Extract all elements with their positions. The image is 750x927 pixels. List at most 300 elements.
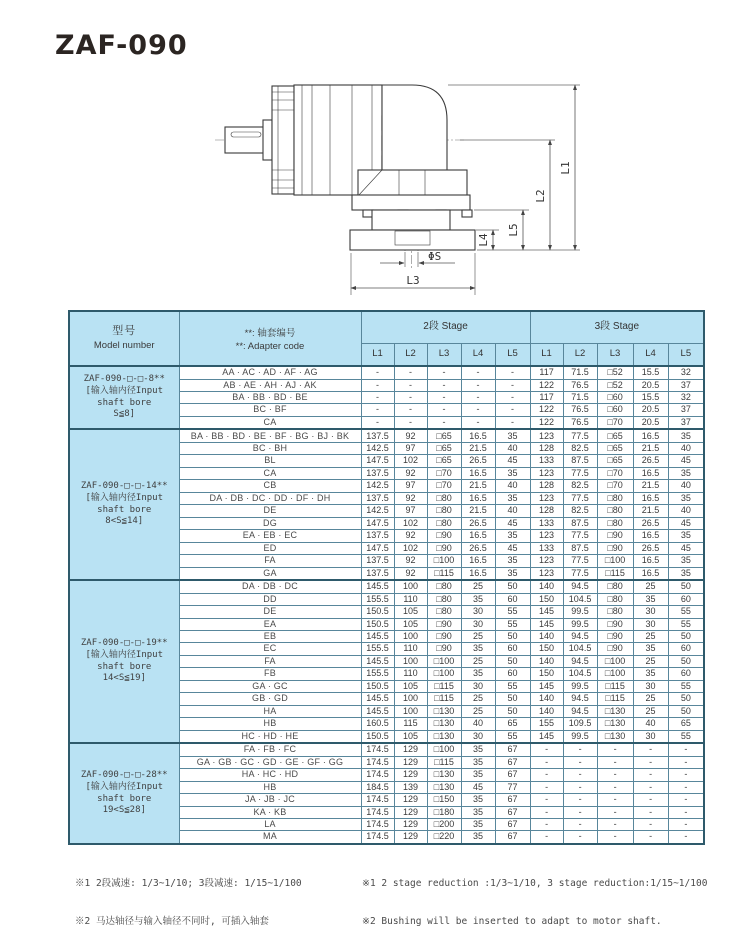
- dim-value-cell: 30: [633, 680, 668, 692]
- dim-value-cell: 35: [495, 555, 530, 567]
- adapter-code-cell: EC: [179, 643, 361, 655]
- dim-value-cell: 142.5: [361, 505, 394, 517]
- model-group-cell: ZAF-090-□-□-8** [输入轴内径Input shaft bore S≦8]: [69, 366, 179, 429]
- dim-value-cell: 94.5: [563, 655, 597, 667]
- dim-value-cell: 67: [495, 769, 530, 781]
- dim-value-cell: 71.5: [563, 366, 597, 379]
- dim-value-cell: 105: [394, 730, 427, 743]
- dim-value-cell: 145.5: [361, 655, 394, 667]
- dim-value-cell: 67: [495, 818, 530, 830]
- dim-value-cell: -: [563, 794, 597, 806]
- adapter-code-cell: DE: [179, 505, 361, 517]
- dim-value-cell: 35: [495, 530, 530, 542]
- dim-value-cell: -: [394, 392, 427, 404]
- dim-value-cell: 35: [495, 567, 530, 580]
- adapter-code-cell: GA · GB · GC · GD · GE · GF · GG: [179, 756, 361, 768]
- dim-value-cell: -: [394, 379, 427, 391]
- adapter-code-cell: ED: [179, 542, 361, 554]
- dim-value-cell: 16.5: [461, 530, 495, 542]
- adapter-code-cell: DE: [179, 606, 361, 618]
- dimension-l1: [559, 85, 575, 250]
- dim-value-cell: 67: [495, 756, 530, 768]
- dim-value-cell: 60: [668, 668, 704, 680]
- dim-value-cell: □180: [427, 806, 461, 818]
- dim-value-cell: 26.5: [461, 542, 495, 554]
- dim-value-cell: 16.5: [461, 429, 495, 442]
- footnote-en-1: ※1 2 stage reduction :1/3~1/10, 3 stage reduction:1/15~1/100: [362, 877, 708, 889]
- dim-value-cell: -: [563, 818, 597, 830]
- dim-value-cell: -: [461, 404, 495, 416]
- dim-value-cell: 129: [394, 769, 427, 781]
- dim-value-cell: 104.5: [563, 643, 597, 655]
- header-dim-stage2-l1: L1: [361, 343, 394, 366]
- dim-value-cell: 110: [394, 668, 427, 680]
- dim-value-cell: □115: [427, 567, 461, 580]
- dim-value-cell: 16.5: [633, 530, 668, 542]
- dim-value-cell: 100: [394, 705, 427, 717]
- dim-value-cell: 35: [461, 818, 495, 830]
- dim-value-cell: 145: [530, 680, 563, 692]
- dim-value-cell: 150.5: [361, 618, 394, 630]
- dim-value-cell: □130: [597, 718, 633, 730]
- dim-value-cell: □115: [427, 693, 461, 705]
- dim-value-cell: 35: [461, 756, 495, 768]
- dim-value-cell: 50: [495, 705, 530, 717]
- dim-value-cell: 55: [495, 618, 530, 630]
- dim-value-cell: 77.5: [563, 567, 597, 580]
- dim-value-cell: 82.5: [563, 443, 597, 455]
- dim-value-cell: 155.5: [361, 643, 394, 655]
- dim-value-cell: □130: [427, 769, 461, 781]
- dim-value-cell: 100: [394, 693, 427, 705]
- dim-value-cell: □100: [427, 555, 461, 567]
- header-dim-stage2-l5: L5: [495, 343, 530, 366]
- dim-value-cell: 155.5: [361, 593, 394, 605]
- adapter-code-cell: HB: [179, 718, 361, 730]
- dim-value-cell: 174.5: [361, 794, 394, 806]
- dim-value-cell: 76.5: [563, 379, 597, 391]
- dim-value-cell: 92: [394, 429, 427, 442]
- dim-value-cell: -: [530, 831, 563, 844]
- dim-value-cell: 145.5: [361, 580, 394, 593]
- dim-value-cell: 82.5: [563, 480, 597, 492]
- dim-value-cell: 137.5: [361, 567, 394, 580]
- dim-value-cell: 16.5: [461, 555, 495, 567]
- dim-value-cell: □115: [427, 756, 461, 768]
- dim-value-cell: 115: [394, 718, 427, 730]
- dim-value-cell: 105: [394, 606, 427, 618]
- dim-value-cell: -: [597, 781, 633, 793]
- dim-value-cell: 21.5: [633, 480, 668, 492]
- dim-value-cell: 30: [461, 730, 495, 743]
- output-shaft: [225, 120, 272, 160]
- dim-value-cell: □65: [597, 443, 633, 455]
- dim-value-cell: 110: [394, 593, 427, 605]
- dim-value-cell: 99.5: [563, 606, 597, 618]
- dim-value-cell: 129: [394, 831, 427, 844]
- dim-value-cell: 117: [530, 392, 563, 404]
- adapter-code-cell: BA · BB · BD · BE: [179, 392, 361, 404]
- adapter-code-cell: AA · AC · AD · AF · AG: [179, 366, 361, 379]
- dim-value-cell: 35: [495, 492, 530, 504]
- dim-value-cell: 92: [394, 567, 427, 580]
- dim-value-cell: 45: [668, 455, 704, 467]
- dim-value-cell: 100: [394, 655, 427, 667]
- header-adapter: [179, 311, 361, 366]
- dim-value-cell: 35: [461, 831, 495, 844]
- dim-value-cell: □100: [597, 655, 633, 667]
- dim-value-cell: 94.5: [563, 693, 597, 705]
- dim-value-cell: -: [530, 794, 563, 806]
- dim-value-cell: 25: [633, 655, 668, 667]
- dim-value-cell: 94.5: [563, 705, 597, 717]
- dim-value-cell: □130: [427, 730, 461, 743]
- dim-value-cell: 82.5: [563, 505, 597, 517]
- dim-value-cell: -: [361, 404, 394, 416]
- dim-value-cell: 45: [495, 517, 530, 529]
- dim-value-cell: 55: [668, 606, 704, 618]
- dim-value-cell: 25: [461, 630, 495, 642]
- dim-value-cell: 45: [461, 781, 495, 793]
- dim-value-cell: 102: [394, 455, 427, 467]
- dim-value-cell: □220: [427, 831, 461, 844]
- dim-value-cell: -: [427, 416, 461, 429]
- dim-value-cell: □100: [427, 655, 461, 667]
- dim-value-cell: 150: [530, 668, 563, 680]
- header-model: [69, 311, 179, 366]
- dim-value-cell: 60: [495, 668, 530, 680]
- dim-value-cell: 140: [530, 655, 563, 667]
- dim-value-cell: 40: [668, 505, 704, 517]
- dim-value-cell: 50: [495, 580, 530, 593]
- dim-value-cell: 35: [668, 555, 704, 567]
- dim-value-cell: 67: [495, 806, 530, 818]
- adapter-code-cell: AB · AE · AH · AJ · AK: [179, 379, 361, 391]
- dim-value-cell: -: [361, 392, 394, 404]
- dim-value-cell: 30: [461, 680, 495, 692]
- dim-value-cell: 137.5: [361, 555, 394, 567]
- dim-value-cell: -: [633, 831, 668, 844]
- dim-value-cell: 35: [461, 806, 495, 818]
- adapter-code-cell: CB: [179, 480, 361, 492]
- dim-value-cell: 35: [668, 492, 704, 504]
- dim-value-cell: 35: [461, 743, 495, 756]
- dim-value-cell: -: [563, 831, 597, 844]
- dim-value-cell: -: [530, 769, 563, 781]
- dim-value-cell: 129: [394, 743, 427, 756]
- dim-label-phis: ΦS: [428, 250, 442, 263]
- footnotes-chinese: [75, 852, 302, 927]
- dim-value-cell: 35: [461, 668, 495, 680]
- dim-value-cell: 65: [495, 718, 530, 730]
- dim-value-cell: 25: [461, 705, 495, 717]
- dim-value-cell: 50: [668, 705, 704, 717]
- adapter-code-cell: BC · BF: [179, 404, 361, 416]
- dim-value-cell: 77.5: [563, 467, 597, 479]
- table-row: [69, 429, 704, 442]
- dim-value-cell: 67: [495, 794, 530, 806]
- dim-value-cell: 137.5: [361, 530, 394, 542]
- dim-value-cell: □80: [427, 580, 461, 593]
- footnote-zh-1: ※1 2段减速: 1/3~1/10; 3段减速: 1/15~1/100: [75, 877, 302, 889]
- dim-value-cell: 97: [394, 505, 427, 517]
- header-adapter-zh: **: 轴套编号: [244, 327, 296, 339]
- dim-value-cell: 87.5: [563, 542, 597, 554]
- dim-value-cell: -: [461, 392, 495, 404]
- dim-value-cell: 16.5: [633, 567, 668, 580]
- dim-value-cell: 105: [394, 680, 427, 692]
- dim-value-cell: 25: [461, 580, 495, 593]
- dim-value-cell: 128: [530, 480, 563, 492]
- header-dim-stage3-l3: L3: [597, 343, 633, 366]
- header-stage3: 3段 Stage: [530, 311, 704, 343]
- dim-value-cell: □150: [427, 794, 461, 806]
- dim-value-cell: 104.5: [563, 668, 597, 680]
- dim-value-cell: 92: [394, 530, 427, 542]
- dim-value-cell: -: [563, 743, 597, 756]
- dim-value-cell: 40: [495, 505, 530, 517]
- dim-value-cell: -: [668, 781, 704, 793]
- adapter-code-cell: BA · BB · BD · BE · BF · BG · BJ · BK: [179, 429, 361, 442]
- dim-value-cell: 137.5: [361, 492, 394, 504]
- dim-value-cell: 137.5: [361, 429, 394, 442]
- dim-value-cell: 16.5: [633, 467, 668, 479]
- dim-value-cell: 35: [633, 593, 668, 605]
- dim-value-cell: □130: [427, 718, 461, 730]
- dim-value-cell: -: [563, 781, 597, 793]
- dim-value-cell: 92: [394, 467, 427, 479]
- dim-value-cell: -: [427, 404, 461, 416]
- dim-value-cell: 35: [668, 429, 704, 442]
- dim-value-cell: -: [597, 806, 633, 818]
- adapter-code-cell: KA · KB: [179, 806, 361, 818]
- dim-value-cell: 35: [461, 643, 495, 655]
- dim-value-cell: 35: [461, 769, 495, 781]
- adapter-code-cell: FA · FB · FC: [179, 743, 361, 756]
- header-stage2: 2段 Stage: [361, 311, 530, 343]
- dim-value-cell: 133: [530, 455, 563, 467]
- dim-value-cell: 105: [394, 618, 427, 630]
- dim-value-cell: □100: [427, 743, 461, 756]
- dim-value-cell: □100: [427, 668, 461, 680]
- dim-label-l1: L1: [559, 161, 572, 175]
- dim-value-cell: 20.5: [633, 404, 668, 416]
- dim-value-cell: □80: [597, 505, 633, 517]
- dim-value-cell: 21.5: [633, 443, 668, 455]
- dim-value-cell: □80: [597, 517, 633, 529]
- dim-value-cell: -: [633, 806, 668, 818]
- dim-value-cell: -: [563, 769, 597, 781]
- adapter-code-cell: DG: [179, 517, 361, 529]
- dim-value-cell: □80: [597, 580, 633, 593]
- dim-value-cell: 30: [633, 618, 668, 630]
- dim-value-cell: 145: [530, 606, 563, 618]
- dim-value-cell: 77.5: [563, 530, 597, 542]
- dim-value-cell: 174.5: [361, 769, 394, 781]
- dim-value-cell: □70: [597, 416, 633, 429]
- dim-value-cell: 45: [495, 455, 530, 467]
- table-row: [69, 366, 704, 379]
- dim-value-cell: □65: [597, 429, 633, 442]
- dim-value-cell: □70: [597, 480, 633, 492]
- dim-value-cell: □90: [597, 530, 633, 542]
- dim-value-cell: 92: [394, 492, 427, 504]
- dim-value-cell: 50: [668, 693, 704, 705]
- dim-value-cell: 123: [530, 467, 563, 479]
- dim-value-cell: 129: [394, 818, 427, 830]
- dim-value-cell: 145: [530, 618, 563, 630]
- dim-value-cell: -: [597, 831, 633, 844]
- dim-value-cell: 25: [633, 693, 668, 705]
- header-adapter-en: **: Adapter code: [235, 340, 305, 352]
- dim-value-cell: 60: [495, 593, 530, 605]
- dim-value-cell: -: [461, 379, 495, 391]
- dim-value-cell: □200: [427, 818, 461, 830]
- adapter-code-cell: FA: [179, 555, 361, 567]
- dim-value-cell: 30: [461, 606, 495, 618]
- dim-value-cell: 139: [394, 781, 427, 793]
- dim-value-cell: -: [597, 769, 633, 781]
- dim-value-cell: 26.5: [633, 455, 668, 467]
- adapter-code-cell: EB: [179, 630, 361, 642]
- dim-value-cell: 30: [461, 618, 495, 630]
- dim-value-cell: 123: [530, 567, 563, 580]
- dim-value-cell: □90: [427, 542, 461, 554]
- dim-value-cell: 21.5: [461, 505, 495, 517]
- technical-drawing: [180, 70, 600, 310]
- dim-value-cell: 150.5: [361, 680, 394, 692]
- dim-value-cell: 65: [668, 718, 704, 730]
- adapter-code-cell: BC · BH: [179, 443, 361, 455]
- dim-label-l4: L4: [477, 233, 490, 247]
- dim-value-cell: -: [668, 806, 704, 818]
- dim-value-cell: 97: [394, 443, 427, 455]
- dim-value-cell: □52: [597, 366, 633, 379]
- dim-value-cell: -: [427, 366, 461, 379]
- dim-value-cell: 92: [394, 555, 427, 567]
- dim-value-cell: 30: [633, 730, 668, 743]
- dim-value-cell: -: [427, 392, 461, 404]
- dim-value-cell: 15.5: [633, 366, 668, 379]
- footnotes-english: [362, 852, 707, 927]
- dim-value-cell: 16.5: [633, 429, 668, 442]
- dim-value-cell: 150: [530, 643, 563, 655]
- dim-value-cell: □115: [597, 567, 633, 580]
- dim-value-cell: □90: [597, 542, 633, 554]
- dim-value-cell: 102: [394, 517, 427, 529]
- dim-value-cell: 45: [495, 542, 530, 554]
- dim-value-cell: -: [633, 756, 668, 768]
- dim-value-cell: □65: [427, 429, 461, 442]
- dim-value-cell: 147.5: [361, 517, 394, 529]
- dim-value-cell: 123: [530, 492, 563, 504]
- adapter-code-cell: GA: [179, 567, 361, 580]
- adapter-code-cell: HC · HD · HE: [179, 730, 361, 743]
- dim-value-cell: □65: [427, 455, 461, 467]
- dim-value-cell: 174.5: [361, 756, 394, 768]
- dim-value-cell: 145: [530, 730, 563, 743]
- dim-value-cell: 15.5: [633, 392, 668, 404]
- dim-value-cell: 133: [530, 517, 563, 529]
- dim-value-cell: 37: [668, 379, 704, 391]
- dim-value-cell: -: [668, 818, 704, 830]
- adapter-code-cell: GB · GD: [179, 693, 361, 705]
- dim-value-cell: 16.5: [633, 492, 668, 504]
- dim-value-cell: 55: [495, 680, 530, 692]
- dim-value-cell: 26.5: [461, 517, 495, 529]
- adapter-code-cell: DD: [179, 593, 361, 605]
- dim-value-cell: 35: [461, 593, 495, 605]
- table-row: [69, 743, 704, 756]
- dim-value-cell: □130: [597, 730, 633, 743]
- dim-value-cell: -: [668, 831, 704, 844]
- dim-value-cell: 25: [633, 580, 668, 593]
- front-flange: [272, 86, 294, 194]
- dim-value-cell: □80: [427, 505, 461, 517]
- dim-value-cell: 142.5: [361, 480, 394, 492]
- dim-value-cell: 60: [668, 593, 704, 605]
- dim-value-cell: -: [633, 743, 668, 756]
- dim-value-cell: 129: [394, 756, 427, 768]
- dim-value-cell: 35: [668, 567, 704, 580]
- dim-value-cell: 87.5: [563, 517, 597, 529]
- dim-value-cell: 50: [668, 630, 704, 642]
- dim-value-cell: 137.5: [361, 467, 394, 479]
- dim-label-l3: L3: [406, 274, 420, 287]
- dim-value-cell: □70: [427, 467, 461, 479]
- dim-label-l2: L2: [534, 189, 547, 203]
- adapter-code-cell: DA · DB · DC: [179, 580, 361, 593]
- dim-value-cell: -: [668, 743, 704, 756]
- dim-value-cell: 129: [394, 806, 427, 818]
- dim-value-cell: □100: [597, 555, 633, 567]
- dim-value-cell: -: [597, 756, 633, 768]
- dim-value-cell: □100: [597, 668, 633, 680]
- dim-value-cell: -: [597, 794, 633, 806]
- dim-value-cell: -: [530, 781, 563, 793]
- dim-value-cell: 50: [495, 693, 530, 705]
- dim-value-cell: 50: [495, 630, 530, 642]
- dim-value-cell: 100: [394, 630, 427, 642]
- adapter-code-cell: EA · EB · EC: [179, 530, 361, 542]
- dim-value-cell: 60: [495, 643, 530, 655]
- dim-value-cell: 40: [461, 718, 495, 730]
- dim-value-cell: 21.5: [461, 480, 495, 492]
- dim-value-cell: 76.5: [563, 416, 597, 429]
- dim-value-cell: 20.5: [633, 416, 668, 429]
- dim-value-cell: 145.5: [361, 705, 394, 717]
- page-title: ZAF-090: [55, 30, 188, 61]
- dim-value-cell: 67: [495, 831, 530, 844]
- header-dim-stage3-l5: L5: [668, 343, 704, 366]
- dim-value-cell: 40: [495, 480, 530, 492]
- adapter-code-cell: CA: [179, 467, 361, 479]
- dim-value-cell: 77.5: [563, 492, 597, 504]
- dim-value-cell: 35: [668, 530, 704, 542]
- dim-value-cell: -: [668, 794, 704, 806]
- dim-value-cell: 140: [530, 630, 563, 642]
- dim-value-cell: 174.5: [361, 806, 394, 818]
- dim-value-cell: 150.5: [361, 606, 394, 618]
- dim-value-cell: 71.5: [563, 392, 597, 404]
- dim-value-cell: -: [597, 743, 633, 756]
- dim-value-cell: -: [495, 392, 530, 404]
- dim-value-cell: 140: [530, 580, 563, 593]
- dim-value-cell: □90: [597, 618, 633, 630]
- dim-value-cell: -: [495, 404, 530, 416]
- dim-value-cell: □80: [597, 593, 633, 605]
- dimension-table: [68, 310, 705, 845]
